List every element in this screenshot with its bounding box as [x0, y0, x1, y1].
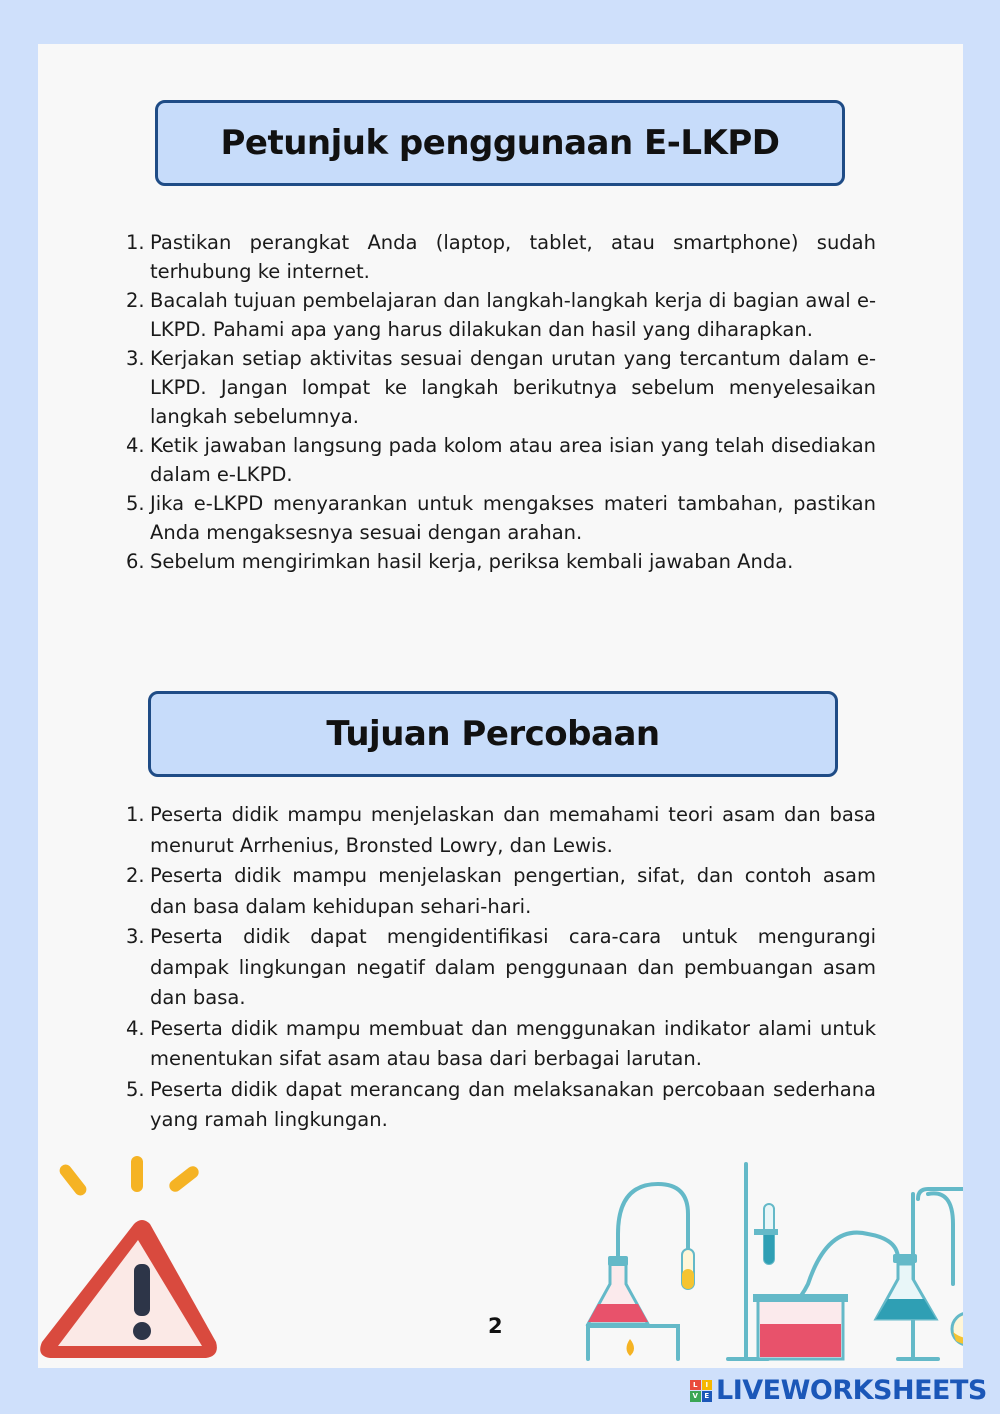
- page-number: 2: [488, 1314, 503, 1338]
- list-item: 4. Peserta didik mampu membuat dan menggunakan indikator alami untuk menentukan sifat asam atau basa dari berbagai larutan.: [126, 1016, 876, 1070]
- list-item: 1. Peserta didik mampu menjelaskan dan memahami teori asam dan basa menurut Arrhenius, Bronsted Lowry, dan Lewis.: [126, 803, 876, 857]
- instructions-list: [126, 228, 876, 576]
- instructions-title: Petunjuk penggunaan E-LKPD: [220, 123, 780, 163]
- list-item: 1. Pastikan perangkat Anda (laptop, tablet, atau smartphone) sudah terhubung ke internet.: [126, 231, 876, 283]
- worksheet-page: [38, 44, 963, 1368]
- liveworksheets-brand: [690, 1375, 987, 1406]
- instructions-heading-box: [155, 100, 845, 186]
- list-item: 4. Ketik jawaban langsung pada kolom atau area isian yang telah disediakan dalam e-LKPD.: [126, 434, 876, 486]
- objectives-title: Tujuan Percobaan: [326, 714, 660, 754]
- list-item: 5. Jika e-LKPD menyarankan untuk mengakses materi tambahan, pastikan Anda mengaksesnya sesuai dengan arahan.: [126, 492, 876, 544]
- list-item: 3. Peserta didik dapat mengidentifikasi cara-cara untuk mengurangi dampak lingkungan negatif dalam penggunaan dan pembuangan asam dan basa.: [126, 925, 876, 1009]
- list-item: 5. Peserta didik dapat merancang dan melaksanakan percobaan sederhana yang ramah lingkungan.: [126, 1077, 876, 1131]
- liveworksheets-brand-text: LIVEWORKSHEETS: [716, 1375, 987, 1406]
- warning-triangle-icon: [38, 1154, 223, 1369]
- list-item: 3. Kerjakan setiap aktivitas sesuai dengan urutan yang tercantum dalam e-LKPD. Jangan lompat ke langkah berikutnya sebelum menyelesaikan langkah sebelumnya.: [126, 347, 876, 428]
- objectives-list: [126, 800, 876, 1136]
- list-item: 2. Bacalah tujuan pembelajaran dan langkah-langkah kerja di bagian awal e-LKPD. Pahami apa yang harus dilakukan dan hasil yang diharapkan.: [126, 289, 876, 341]
- lab-equipment-illustration: [568, 1134, 963, 1364]
- objectives-heading-box: [148, 691, 838, 777]
- list-item: 2. Peserta didik mampu menjelaskan pengertian, sifat, dan contoh asam dan basa dalam kehidupan sehari-hari.: [126, 864, 876, 918]
- list-item: 6. Sebelum mengirimkan hasil kerja, periksa kembali jawaban Anda.: [126, 550, 794, 573]
- liveworksheets-logo-icon: L I V E: [690, 1380, 712, 1402]
